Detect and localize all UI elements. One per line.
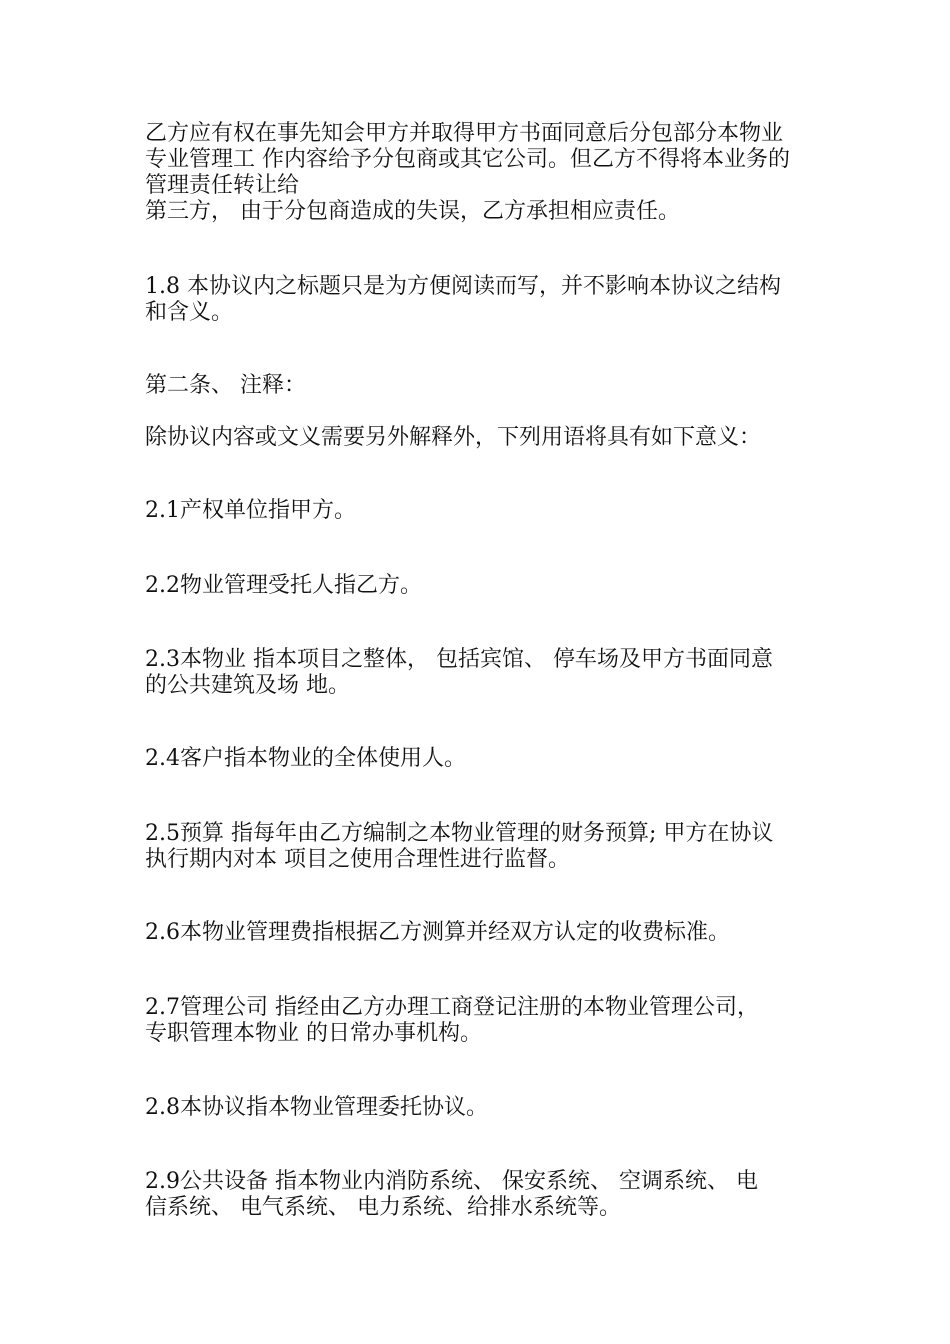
clause-2-6 xyxy=(145,920,810,946)
clause-2-2 xyxy=(145,573,810,599)
text-line: 除协议内容或文义需要另外解释外，下列用语将具有如下意义： xyxy=(145,425,762,450)
text-line: 的公共建筑及场 地。 xyxy=(145,673,350,698)
text-line: 2.7管理公司 指经由乙方办理工商登记注册的本物业管理公司， xyxy=(145,995,759,1020)
paragraph-1-8 xyxy=(145,274,810,326)
text-line: 2.8本协议指本物业管理委托协议。 xyxy=(145,1095,488,1120)
text-line: 第二条、 注释： xyxy=(145,373,306,398)
text-line: 乙方应有权在事先知会甲方并取得甲方书面同意后分包部分本物业 xyxy=(145,121,784,146)
text-line: 2.3本物业 指本项目之整体， 包括宾馆、 停车场及甲方书面同意 xyxy=(145,647,773,672)
clause-2-7 xyxy=(145,995,810,1047)
clause-2-8 xyxy=(145,1095,810,1121)
text-line: 第三方， 由于分包商造成的失误，乙方承担相应责任。 xyxy=(145,199,680,224)
text-line: 2.4客户指本物业的全体使用人。 xyxy=(145,746,466,771)
text-line: 信系统、 电气系统、 电力系统、给排水系统等。 xyxy=(145,1195,621,1220)
clause-2-5 xyxy=(145,821,810,873)
text-line: 和含义。 xyxy=(145,300,234,325)
clause-2-9 xyxy=(145,1169,810,1221)
text-line: 执行期内对本 项目之使用合理性进行监督。 xyxy=(145,847,570,872)
text-line: 管理责任转让给 xyxy=(145,173,300,198)
clause-2-3 xyxy=(145,647,810,699)
text-line: 2.9公共设备 指本物业内消防系统、 保安系统、 空调系统、 电 xyxy=(145,1169,758,1194)
clause-2-1 xyxy=(145,498,810,524)
text-line: 1.8 本协议内之标题只是为方便阅读而写，并不影响本协议之结构 xyxy=(145,274,781,299)
text-line: 2.2物业管理受托人指乙方。 xyxy=(145,573,422,598)
section-heading-article-2 xyxy=(145,373,810,399)
paragraph-definitions-intro xyxy=(145,425,810,451)
text-line: 专职管理本物业 的日常办事机构。 xyxy=(145,1021,482,1046)
text-line: 专业管理工 作内容给予分包商或其它公司。但乙方不得将本业务的 xyxy=(145,147,790,172)
text-line: 2.5预算 指每年由乙方编制之本物业管理的财务预算; 甲方在协议 xyxy=(145,821,774,846)
paragraph-subcontract xyxy=(145,121,810,225)
clause-2-4 xyxy=(145,746,810,772)
text-line: 2.6本物业管理费指根据乙方测算并经双方认定的收费标准。 xyxy=(145,920,730,945)
text-line: 2.1产权单位指甲方。 xyxy=(145,498,356,523)
